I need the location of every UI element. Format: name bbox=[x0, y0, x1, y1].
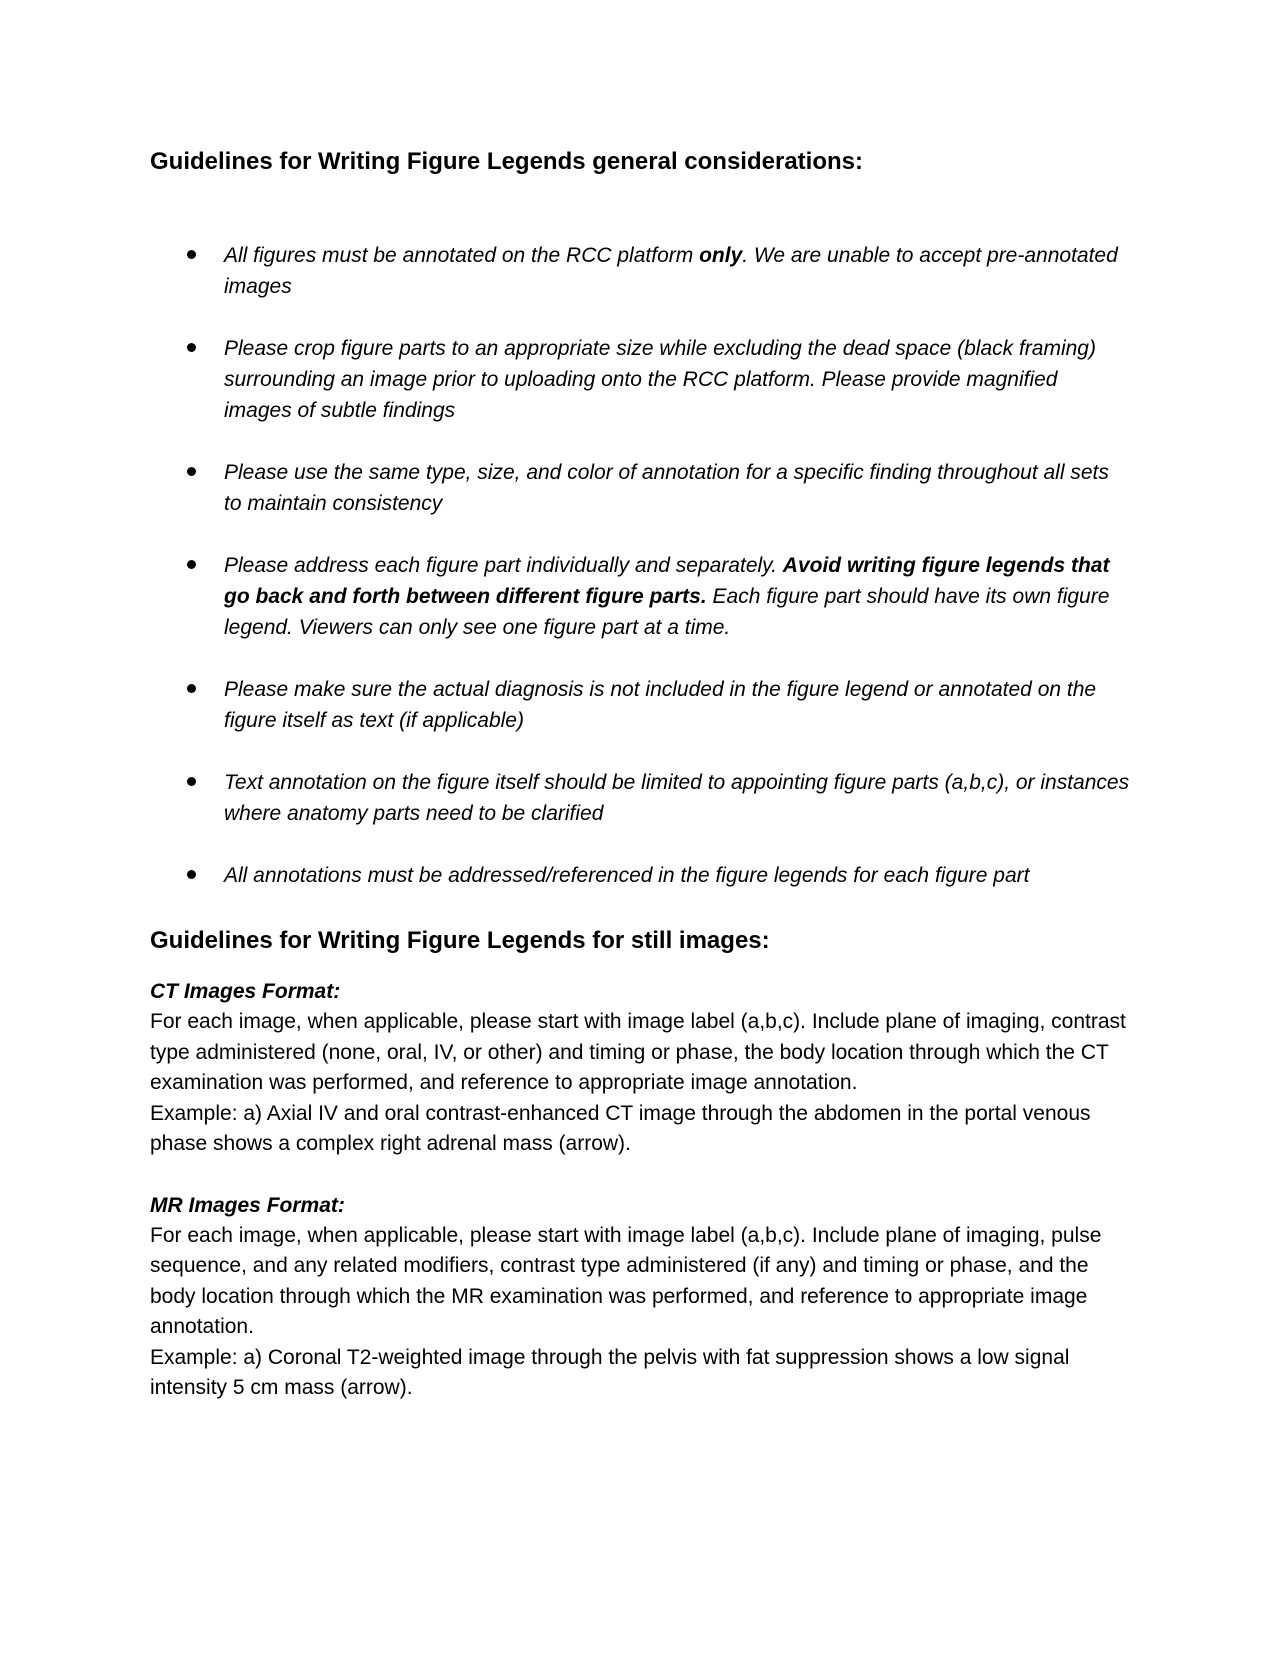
mr-format-title: MR Images Format: bbox=[150, 1193, 345, 1217]
ct-format-title: CT Images Format: bbox=[150, 980, 341, 1003]
list-item: All annotations must be addressed/referenced in the figure legends for each figure part bbox=[150, 860, 1130, 891]
mr-format-section bbox=[150, 1191, 1130, 1404]
list-item: All figures must be annotated on the RCC platform only. We are unable to accept pre-annotated images bbox=[150, 240, 1130, 302]
document-page bbox=[150, 146, 1130, 1435]
bullet-icon bbox=[187, 777, 196, 786]
list-item: Please crop figure parts to an appropriate size while excluding the dead space (black framing) surrounding an image prior to uploading onto the RCC platform. Please provide magnified images of subtle findings bbox=[150, 333, 1130, 426]
mr-format-example: Example: a) Coronal T2-weighted image through the pelvis with fat suppression shows a low signal intensity 5 cm mass (arrow). bbox=[150, 1345, 1070, 1399]
bullet-icon bbox=[187, 467, 196, 476]
bullet-icon bbox=[187, 560, 196, 569]
list-item: Please address each figure part individually and separately. Avoid writing figure legends that go back and forth between different figure parts. Each figure part should have its own figure legend. Viewers can only see one figure part at a time. bbox=[150, 550, 1130, 643]
ct-format-example: Example: a) Axial IV and oral contrast-enhanced CT image through the abdomen in the portal venous phase shows a complex right adrenal mass (arrow). bbox=[150, 1101, 1091, 1155]
mr-format-body: For each image, when applicable, please start with image label (a,b,c). Include plane of imaging, pulse sequence, and any related modifiers, contrast type administered (if any) and timing or phase, and the body location through which the MR examination was performed, and reference to appropriate image annotation. bbox=[150, 1223, 1102, 1338]
heading-general-considerations: Guidelines for Writing Figure Legends general considerations: bbox=[150, 148, 863, 175]
heading-still-images: Guidelines for Writing Figure Legends for still images: bbox=[150, 927, 770, 954]
bullet-icon bbox=[187, 870, 196, 879]
bullet-icon bbox=[187, 250, 196, 259]
list-item: Text annotation on the figure itself should be limited to appointing figure parts (a,b,c), or instances where anatomy parts need to be clarified bbox=[150, 767, 1130, 829]
bullet-icon bbox=[187, 684, 196, 693]
bullet-icon bbox=[187, 343, 196, 352]
ct-format-section bbox=[150, 977, 1130, 1160]
list-item: Please make sure the actual diagnosis is not included in the figure legend or annotated on the figure itself as text (if applicable) bbox=[150, 674, 1130, 736]
list-item: Please use the same type, size, and color of annotation for a specific finding throughout all sets to maintain consistency bbox=[150, 457, 1130, 519]
ct-format-body: For each image, when applicable, please start with image label (a,b,c). Include plane of imaging, contrast type administered (none, oral, IV, or other) and timing or phase, the body location through which the CT examination was performed, and reference to appropriate image annotation. bbox=[150, 1010, 1126, 1094]
general-guidelines-list bbox=[150, 240, 1130, 891]
